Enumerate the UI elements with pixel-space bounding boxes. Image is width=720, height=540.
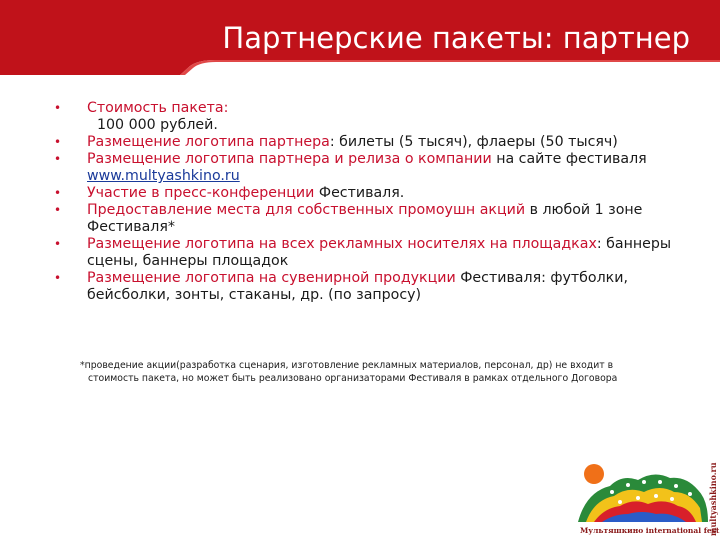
bullet-text: Фестиваля. xyxy=(314,185,405,201)
bullet-text: : баннеры сцены, баннеры площадок xyxy=(87,236,672,269)
page-title: Партнерские пакеты: партнер xyxy=(222,21,690,55)
footnote xyxy=(80,359,690,385)
bullet-text: Фестиваля: футболки, бейсболки, зонты, стаканы, др. (по запросу) xyxy=(87,270,628,303)
list-item xyxy=(54,134,674,151)
list-item xyxy=(54,100,674,134)
bullet-label: Размещение логотипа на сувенирной продукции xyxy=(87,270,456,286)
logo-side-text: multyashkino.ru xyxy=(708,462,718,536)
list-item xyxy=(54,185,674,202)
bullet-label: Стоимость пакета: xyxy=(87,100,229,116)
bullet-label: Размещение логотипа на всех рекламных носителях на площадках xyxy=(87,236,597,252)
bullet-icon: • xyxy=(54,203,62,217)
bullet-label: Предоставление места для собственных промоушн акций xyxy=(87,202,526,218)
bullet-text: на сайте фестиваля xyxy=(491,151,647,167)
price-value: 100 000 рублей. xyxy=(97,117,218,133)
list-item xyxy=(54,151,674,185)
bullet-icon: • xyxy=(54,271,62,285)
festival-website-link[interactable]: www.multyashkino.ru xyxy=(87,168,240,184)
bullet-label: Размещение логотипа партнера и релиза о компании xyxy=(87,151,492,167)
list-item xyxy=(54,270,674,304)
bullet-icon: • xyxy=(54,152,62,166)
footnote-line: *проведение акции(разработка сценария, изготовление рекламных материалов, персонал, др) не входит в xyxy=(80,360,614,371)
bullet-icon: • xyxy=(54,101,62,115)
bullet-icon: • xyxy=(54,237,62,251)
festival-logo xyxy=(572,452,720,540)
bullet-text: в любой 1 зоне Фестиваля* xyxy=(87,202,643,235)
bullet-icon: • xyxy=(54,186,62,200)
logo-caption: Мультяшкино international fest xyxy=(580,526,720,535)
bullet-label: Участие в пресс-конференции xyxy=(87,185,315,201)
bullet-label: Размещение логотипа партнера xyxy=(87,134,330,150)
footnote-line: стоимость пакета, но может быть реализовано организаторами Фестиваля в рамках отдельного Договора xyxy=(88,373,618,384)
list-item xyxy=(54,236,674,270)
bullet-text: : билеты (5 тысяч), флаеры (50 тысяч) xyxy=(329,134,618,150)
bullet-list xyxy=(54,100,674,304)
list-item xyxy=(54,202,674,236)
bullet-icon: • xyxy=(54,135,62,149)
